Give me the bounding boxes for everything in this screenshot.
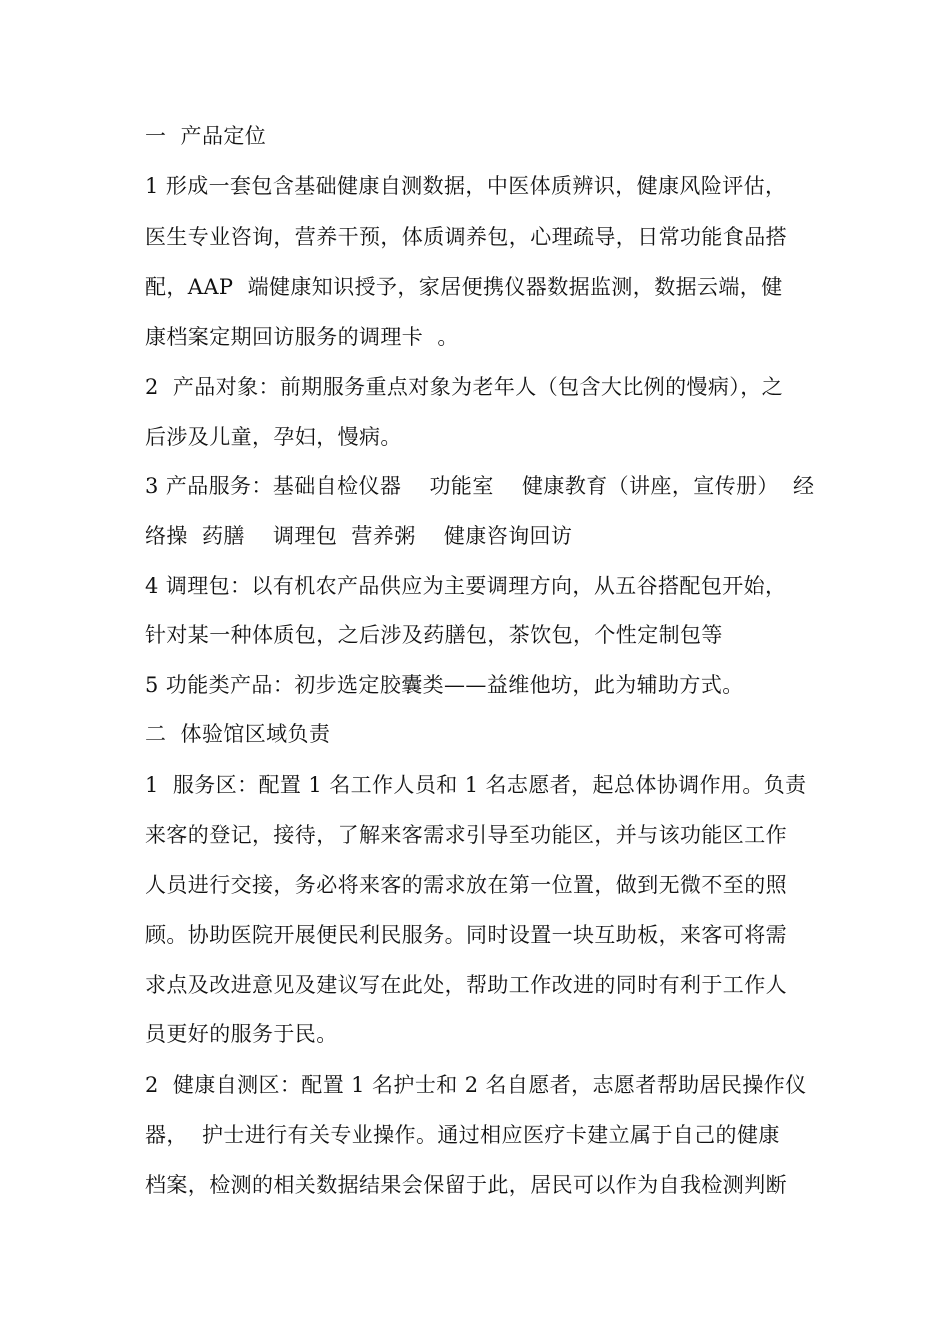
section-heading-product-positioning: 一 产品定位	[145, 124, 267, 148]
paragraph-line: 3 产品服务：基础自检仪器 功能室 健康教育（讲座，宣传册） 经	[145, 474, 815, 498]
paragraph-line: 医生专业咨询，营养干预，体质调养包，心理疏导，日常功能食品搭	[145, 225, 787, 249]
paragraph-line: 1 服务区：配置 1 名工作人员和 1 名志愿者，起总体协调作用。负责	[145, 773, 807, 797]
paragraph-line: 5 功能类产品：初步选定胶囊类——益维他坊，此为辅助方式。	[145, 673, 744, 697]
paragraph-line: 2 健康自测区：配置 1 名护士和 2 名自愿者，志愿者帮助居民操作仪	[145, 1073, 807, 1097]
paragraph-line: 人员进行交接，务必将来客的需求放在第一位置，做到无微不至的照	[145, 873, 787, 897]
paragraph-line: 针对某一种体质包，之后涉及药膳包，茶饮包，个性定制包等	[145, 623, 723, 647]
paragraph-line: 4 调理包：以有机农产品供应为主要调理方向，从五谷搭配包开始，	[145, 574, 787, 598]
paragraph-line: 员更好的服务于民。	[145, 1022, 338, 1046]
paragraph-line: 顾。协助医院开展便民利民服务。同时设置一块互助板，来客可将需	[145, 923, 787, 947]
paragraph-line: 求点及改进意见及建议写在此处，帮助工作改进的同时有利于工作人	[145, 973, 787, 997]
paragraph-line: 来客的登记，接待，了解来客需求引导至功能区，并与该功能区工作	[145, 823, 787, 847]
paragraph-line: 配，AAP 端健康知识授予，家居便携仪器数据监测，数据云端，健	[145, 275, 783, 299]
paragraph-line: 康档案定期回访服务的调理卡 。	[145, 325, 459, 349]
section-heading-experience-hall: 二 体验馆区域负责	[145, 722, 331, 746]
paragraph-line: 1 形成一套包含基础健康自测数据，中医体质辨识，健康风险评估，	[145, 174, 787, 198]
paragraph-line: 2 产品对象：前期服务重点对象为老年人（包含大比例的慢病），之	[145, 375, 784, 399]
paragraph-line: 络操 药膳 调理包 营养粥 健康咨询回访	[145, 524, 573, 548]
paragraph-line: 器， 护士进行有关专业操作。通过相应医疗卡建立属于自己的健康	[145, 1123, 780, 1147]
paragraph-line: 档案，检测的相关数据结果会保留于此，居民可以作为自我检测判断	[145, 1173, 787, 1197]
paragraph-line: 后涉及儿童，孕妇，慢病。	[145, 425, 402, 449]
